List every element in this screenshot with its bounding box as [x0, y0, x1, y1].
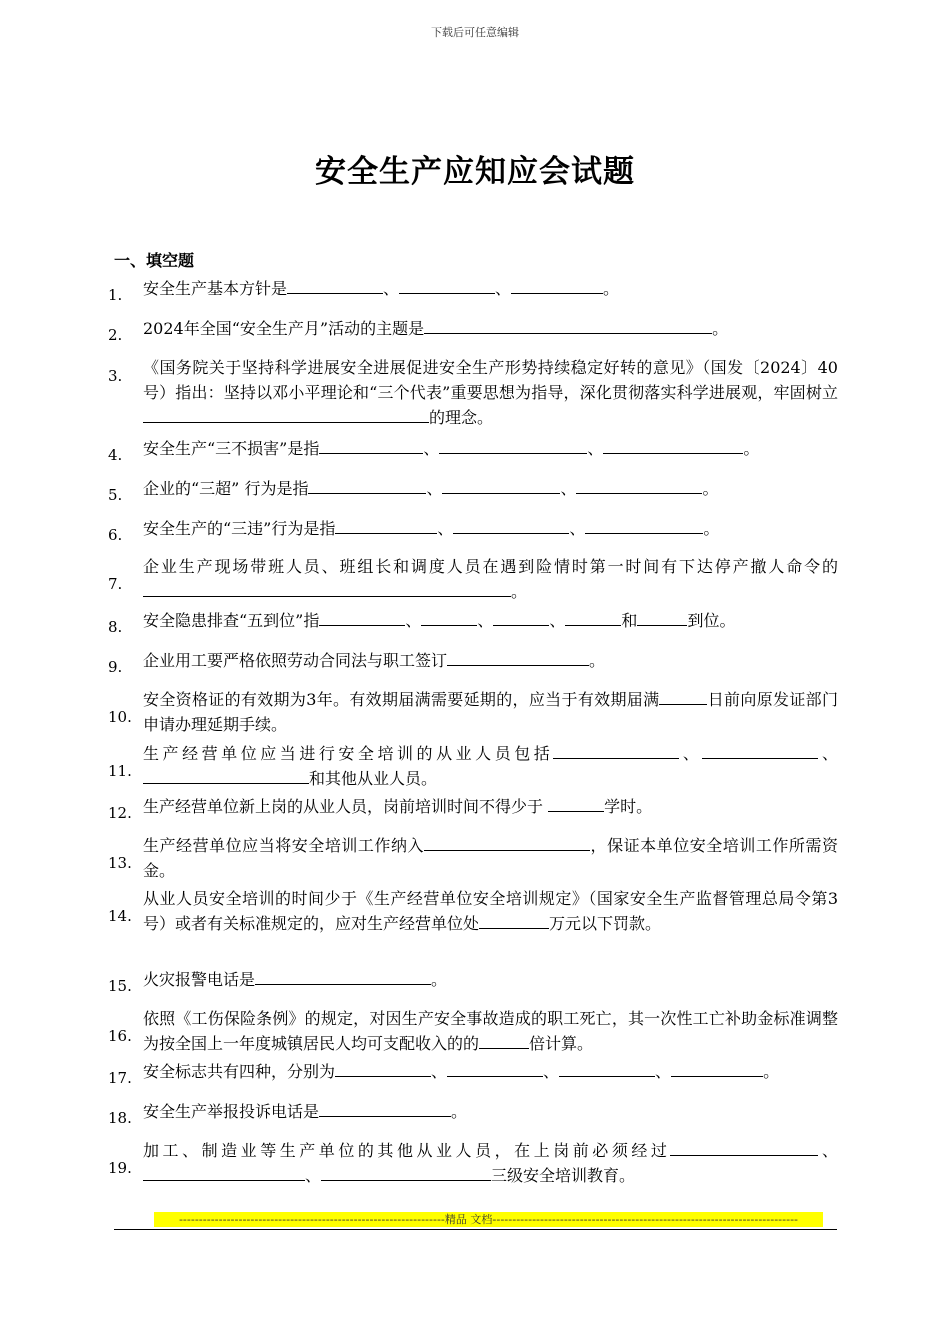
question-text: 安全标志共有四种，分别为 、 、 、 。 [143, 1059, 838, 1087]
question-text: 安全生产基本方针是 、 、 。 [143, 276, 838, 304]
answer-blank [493, 608, 549, 626]
answer-blank [637, 608, 687, 626]
answer-blank [321, 1163, 491, 1181]
answer-blank [670, 1138, 818, 1156]
question-16 [108, 1006, 838, 1056]
question-number: 12. [108, 804, 132, 822]
question-text: 安全生产举报投诉电话是 。 [143, 1099, 838, 1127]
answer-blank [447, 648, 589, 666]
question-number: 3. [108, 367, 123, 385]
answer-blank [576, 476, 702, 494]
question-number: 18. [108, 1109, 132, 1127]
question-text: 安全生产“三不损害”是指 、 、 。 [143, 436, 838, 464]
answer-blank [335, 516, 437, 534]
answer-blank [479, 911, 549, 929]
answer-blank [319, 1099, 451, 1117]
question-number: 17. [108, 1069, 132, 1087]
question-text: 从业人员安全培训的时间少于《生产经营单位安全培训规定》（国家安全生产监督管理总局令第3号）或者有关标准规定的，应对生产经营单位处 万元以下罚款。 [143, 889, 838, 933]
question-text: 《国务院关于坚持科学进展安全进展促进安全生产形势持续稳定好转的意见》（国发〔2024〕40号）指出：坚持以邓小平理论和“三个代表”重要思想为指导，深化贯彻落实科学进展观，牢固树立的理念。 [143, 358, 838, 427]
question-17 [108, 1059, 838, 1087]
answer-blank [255, 967, 431, 985]
answer-blank [319, 608, 405, 626]
question-number: 2. [108, 326, 123, 344]
answer-blank [287, 276, 383, 294]
answer-blank [447, 1059, 543, 1077]
question-6 [108, 516, 838, 544]
question-number: 4. [108, 446, 123, 464]
question-text: 企业用工要严格依照劳动合同法与职工签订 。 [143, 648, 838, 676]
answer-blank [424, 316, 712, 334]
question-text: 企业的“三超” 行为是指 、 、 。 [143, 476, 838, 504]
question-15 [108, 967, 838, 995]
answer-blank [421, 608, 477, 626]
answer-blank [308, 476, 426, 494]
question-7 [108, 554, 838, 604]
question-10 [108, 687, 838, 737]
question-number: 14. [108, 907, 132, 925]
answer-blank [442, 476, 560, 494]
question-number: 16. [108, 1027, 132, 1045]
question-number: 11. [108, 762, 132, 780]
question-text: 安全隐患排查“五到位”指 、 、 、 和 到位。 [143, 608, 838, 636]
answer-blank [559, 1059, 655, 1077]
answer-blank [453, 516, 569, 534]
question-12 [108, 794, 838, 822]
question-1 [108, 276, 838, 304]
question-14 [108, 886, 838, 936]
question-number: 1. [108, 286, 123, 304]
footer-watermark: -------------------------------------------------------------------精品 文档----------------------------------------------------------------------------- [154, 1212, 823, 1227]
answer-blank [659, 687, 707, 705]
answer-blank [399, 276, 495, 294]
question-18 [108, 1099, 838, 1127]
answer-blank [565, 608, 621, 626]
page-title: 安全生产应知应会试题 [315, 154, 635, 190]
answer-blank [671, 1059, 763, 1077]
question-number: 13. [108, 854, 132, 872]
question-number: 15. [108, 977, 132, 995]
question-2 [108, 316, 838, 344]
question-text: 依照《工伤保险条例》的规定，对因生产安全事故造成的职工死亡，其一次性工亡补助金标准调整为按全国上一年度城镇居民人均可支配收入的的 倍计算。 [143, 1009, 838, 1053]
answer-blank [319, 436, 423, 454]
answer-blank [548, 794, 604, 812]
question-text: 生产经营单位应当将安全培训工作纳入 ，保证本单位安全培训工作所需资金。 [143, 833, 838, 883]
answer-blank [143, 579, 511, 597]
answer-blank [603, 436, 743, 454]
question-text: 安全生产的“三违”行为是指 、 、 。 [143, 516, 838, 544]
answer-blank [439, 436, 587, 454]
question-11 [108, 741, 838, 791]
answer-blank [479, 1031, 529, 1049]
question-text: 加工、制造业等生产单位的其他从业人员，在上岗前必须经过 、、 三级安全培训教育。 [143, 1138, 838, 1188]
answer-blank [553, 741, 679, 759]
question-number: 5. [108, 486, 123, 504]
section-heading: 一、填空题 [114, 251, 195, 270]
question-5 [108, 476, 838, 504]
question-text: 生产经营单位应当进行安全培训的从业人员包括 、 、和其他从业人员。 [143, 741, 838, 791]
answer-blank [702, 741, 818, 759]
question-text: 2024年全国“安全生产月”活动的主题是 。 [143, 316, 838, 344]
answer-blank [585, 516, 703, 534]
question-text: 火灾报警电话是 。 [143, 967, 838, 995]
question-19 [108, 1138, 838, 1188]
question-9 [108, 648, 838, 676]
question-number: 8. [108, 618, 123, 636]
question-number: 9. [108, 658, 123, 676]
question-number: 19. [108, 1159, 132, 1177]
question-text: 安全资格证的有效期为3年。有效期届满需要延期的，应当于有效期届满 日前向原发证部门申请办理延期手续。 [143, 687, 838, 737]
header-note: 下载后可任意编辑 [431, 26, 519, 39]
question-text: 生产经营单位新上岗的从业人员，岗前培训时间不得少于 学时。 [143, 794, 838, 822]
question-text: 企业生产现场带班人员、班组长和调度人员在遇到险情时第一时间有下达停产撤人命令的。 [143, 557, 838, 601]
question-8 [108, 608, 838, 636]
question-number: 10. [108, 708, 132, 726]
question-13 [108, 833, 838, 883]
question-number: 6. [108, 526, 123, 544]
question-4 [108, 436, 838, 464]
question-3 [108, 355, 838, 430]
answer-blank [143, 766, 309, 784]
footer-divider [114, 1229, 837, 1230]
answer-blank [335, 1059, 431, 1077]
answer-blank [511, 276, 603, 294]
answer-blank [424, 833, 590, 851]
question-number: 7. [108, 575, 123, 593]
answer-blank [143, 405, 429, 423]
answer-blank [143, 1163, 305, 1181]
